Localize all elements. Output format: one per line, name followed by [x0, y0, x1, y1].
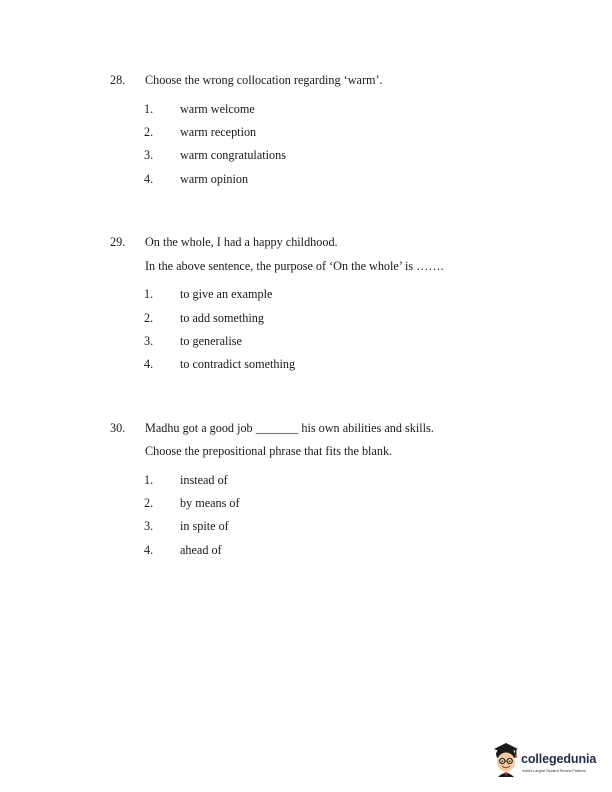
option-text: warm welcome [180, 102, 255, 116]
option-number: 3. [144, 519, 154, 533]
question-text: Madhu got a good job _______ his own abilities and skills. [145, 421, 434, 435]
option-number: 4. [144, 172, 154, 186]
option-number: 1. [144, 473, 154, 487]
option-text: to contradict something [180, 357, 296, 371]
logo-wordmark: collegedunia [521, 752, 597, 766]
question-number: 29. [110, 235, 126, 249]
option-text: in spite of [180, 519, 229, 533]
option-number: 3. [144, 334, 154, 348]
option-text: to add something [180, 311, 264, 325]
option-text: ahead of [180, 543, 222, 557]
option-text: warm reception [180, 125, 257, 139]
option-number: 4. [144, 357, 154, 371]
question-text: Choose the wrong collocation regarding ‘warm’. [145, 73, 383, 87]
option-number: 2. [144, 125, 154, 139]
option-text: warm congratulations [180, 148, 286, 162]
option-number: 4. [144, 543, 154, 557]
mascot-icon [490, 740, 520, 778]
question-number: 28. [110, 73, 126, 87]
option-text: instead of [180, 473, 228, 487]
option-text: warm opinion [180, 172, 249, 186]
option-number: 1. [144, 102, 154, 116]
option-number: 3. [144, 148, 154, 162]
option-text: to generalise [180, 334, 242, 348]
option-text: to give an example [180, 287, 273, 301]
question-number: 30. [110, 421, 126, 435]
question-text: On the whole, I had a happy childhood. [145, 235, 338, 249]
option-number: 2. [144, 311, 154, 325]
option-number: 2. [144, 496, 154, 510]
logo-tagline: India's Largest Student Review Platform [522, 769, 586, 773]
option-number: 1. [144, 287, 154, 301]
question-text: Choose the prepositional phrase that fits the blank. [145, 444, 393, 458]
collegedunia-logo [490, 740, 608, 782]
question-text: In the above sentence, the purpose of ‘On the whole’ is ……. [145, 259, 444, 273]
option-text: by means of [180, 496, 240, 510]
